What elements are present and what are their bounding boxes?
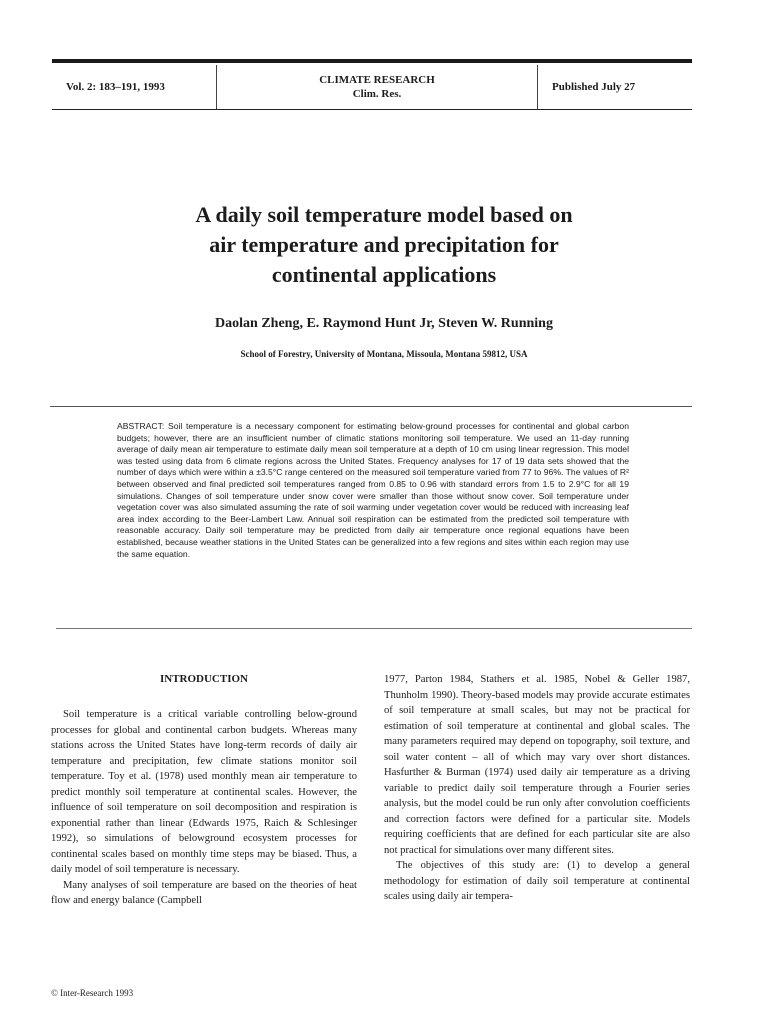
right-column [384,672,690,905]
intro-paragraph-1: Soil temperature is a critical variable controlling below-ground processes for global and continental carbon budgets. Whereas many stations across the United States have long-term records of daily air temperature and precipitation, few climate stations monitor soil temperature. Toy et al. (1978) used monthly mean air temperature to predict monthly soil temperature at continental scales. However, the influence of soil temperature on soil decomposition and respiration is exponential rather than linear (Edwards 1975, Raich & Schlesinger 1992), so simulations of belowground ecosystem processes for continental scales based on monthly time steps may be biased. Thus, a daily model of soil temperature is necessary. [51,709,357,875]
intro-paragraph-3: The objectives of this study are: (1) to develop a general methodology for estimation of daily soil temperature at continental scales using daily air tempera- [384,860,690,902]
publication-date: Published July 27 [537,65,692,109]
abstract: ABSTRACT: Soil temperature is a necessary component for estimating below-ground processes for continental and global carbon budgets; however, there are an insufficient number of climatic stations monitoring soil temperature. We used an 11-day running average of daily mean air temperature to estimate daily mean soil temperature at a depth of 10 cm using linear regression. This model was tested using data from 6 climate regions across the United States. Frequency analyses for 17 of 19 data sets showed that the number of days which were within a ±3.5°C range centered on the measured soil temperature varied from 77 to 96%. The values of R² between observed and final predicted soil temperatures ranged from 0.85 to 0.96 with standard errors from 1.5 to 2.9°C for all 19 simulations. Changes of soil temperature under snow cover were smaller than those without snow cover. Soil temperature under vegetation cover was also simulated assuming the rate of soil warming under vegetation cover would be reduced with increasing leaf area index according to the Beer-Lambert Law. Annual soil respiration can be estimated from the predicted soil temperature with reasonable accuracy. Daily soil temperature may be predicted from daily air temperature once regional equations have been established, because weather stations in the United States can be generalized into a few regions and sites within each region may use the same equation. [117,421,629,559]
section-heading-introduction: INTRODUCTION [159,673,248,685]
abstract-top-rule [50,406,692,407]
title-line-1: A daily soil temperature model based on [195,202,573,227]
intro-paragraph-2: Many analyses of soil temperature are based on the theories of heat flow and energy balance (Campbell [51,879,357,906]
journal-header [52,65,692,110]
header-top-rule [52,59,692,63]
journal-name: CLIMATE RESEARCH [319,74,435,86]
authors: Daolan Zheng, E. Raymond Hunt Jr, Steven W. Running [215,316,553,331]
volume-info: Vol. 2: 183–191, 1993 [52,65,217,109]
journal-name-block [217,65,537,109]
title-line-2: air temperature and precipitation for [209,232,559,257]
copyright-footer: © Inter-Research 1993 [51,988,134,998]
abstract-bottom-rule [56,628,692,629]
left-column [51,672,357,909]
paper-title [92,200,676,290]
journal-abbrev: Clim. Res. [352,88,402,100]
intro-paragraph-2-continued: 1977, Parton 1984, Stathers et al. 1985, Nobel & Geller 1987, Thunholm 1990). Theory-based models may provide accurate estimates of soil temperature at small scales, but may not be practical for estimation of soil temperature at continental and global scales. The many parameters required may depend on topography, soil texture, and soil water content – all of which may vary over short distances. Hasfurther & Burman (1974) used daily air temperature as a driving variable to predict daily soil temperature through a Fourier series analysis, but the model could be run only after convolution coefficients and correction factors were defined for a particular site. Models requiring coefficients that are defined for each particular site are also not practical for simulations over many different sites. [384,674,690,856]
affiliation: School of Forestry, University of Montana, Missoula, Montana 59812, USA [240,349,528,359]
title-line-3: continental applications [271,262,497,287]
